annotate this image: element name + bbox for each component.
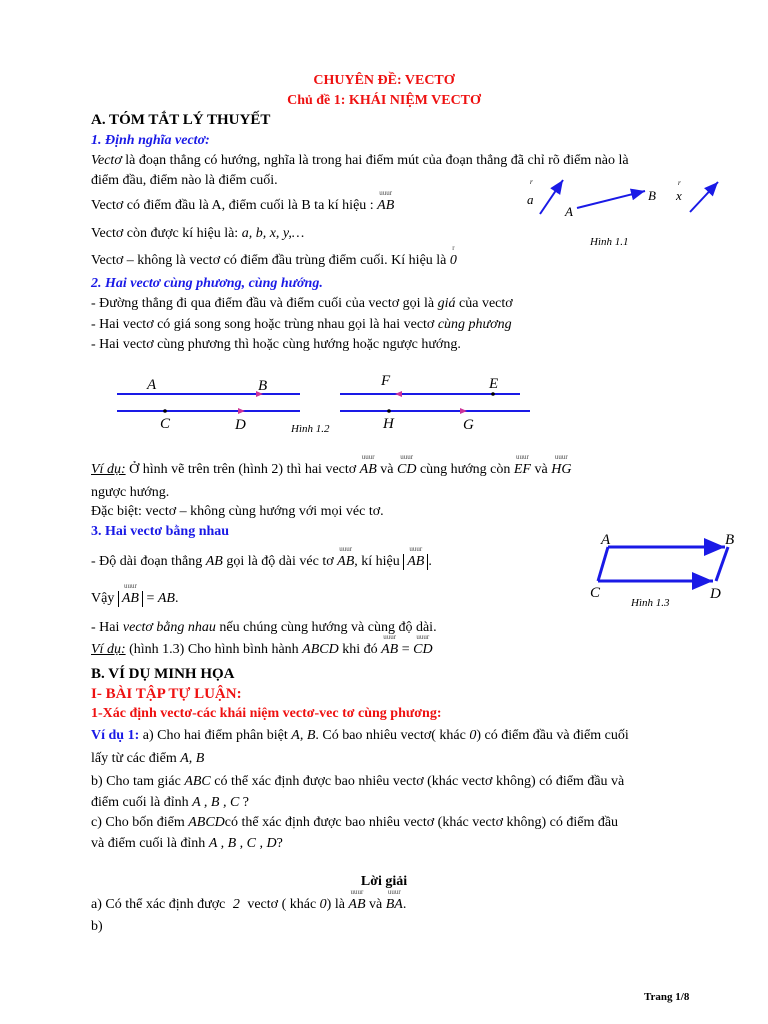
definition-text-1: Vectơ là đoạn thẳng có hướng, nghĩa là trong hai điểm mút của đoạn thẳng đã chỉ rõ điểm nào là: [91, 153, 629, 168]
zero-vector: r 0: [449, 244, 457, 268]
example-1b-line: b) Cho tam giác ABC có thể xác định được bao nhiêu vectơ (khác vectơ không) có điểm đầu và: [91, 774, 625, 789]
vector-ab: uuur AB: [377, 189, 395, 213]
page-number: Trang 1/8: [644, 991, 690, 1003]
figure-1-3: [585, 528, 745, 612]
example-1a-line-2: lấy từ các điểm A, B: [91, 751, 205, 766]
edge-bd: [716, 547, 728, 581]
label-a: a: [527, 192, 534, 207]
label-E-fig2: E: [489, 376, 499, 392]
example-1c-line: c) Cho bốn điểm ABCDcó thể xác định được bao nhiêu vectơ (khác vectơ không) có điểm đầu: [91, 815, 619, 830]
label-B: B: [648, 188, 656, 203]
vector-a-line: [540, 180, 563, 214]
definition-heading: 1. Định nghĩa vectơ:: [91, 133, 210, 148]
label-G-fig2: G: [463, 417, 474, 433]
example-1b-line-2: điểm cuối là đỉnh A , B , C ?: [91, 795, 250, 810]
solution-title: Lời giải: [360, 874, 408, 889]
edge-ac: [598, 547, 608, 581]
notation-ab-line: Vectơ có điểm đầu là A, điểm cuối là B ta kí hiệu : uuur AB: [91, 189, 395, 213]
label-x: x: [676, 188, 682, 203]
document-title: CHUYÊN ĐỀ: VECTƠ: [313, 73, 455, 88]
solution-a-line: a) Có thể xác định được 2 vectơ ( khác 0) là uuur AB và uuur BA.: [91, 888, 407, 912]
label-D-fig2: D: [235, 417, 246, 433]
gia-line: - Đường thẳng đi qua điểm đầu và điểm cuối của vectơ gọi là giá của vectơ: [91, 296, 513, 311]
figure-1-2-caption: Hình 1.2: [291, 423, 330, 435]
zero-vector-line: Vectơ – không là vectơ có điểm đầu trùng điểm cuối. Kí hiệu là r 0: [91, 244, 457, 268]
vay-line: Vậy uuur AB = AB.: [91, 582, 179, 606]
label-C-fig2: C: [160, 416, 171, 432]
vector-x-arrow-mark: r: [678, 179, 681, 187]
definition-text-2: điểm đầu, điểm nào là điểm cuối.: [91, 173, 278, 188]
cung-phuong-line: - Hai vectơ có giá song song hoặc trùng nhau gọi là hai vectơ cùng phương: [91, 317, 512, 332]
collinear-heading: 2. Hai vectơ cùng phương, cùng hướng.: [91, 276, 323, 291]
label-A-fig3: A: [601, 532, 611, 548]
figure-1-2: [105, 370, 535, 435]
length-line: - Độ dài đoạn thẳng AB gọi là độ dài véc tơ uuur AB, kí hiệu uuur AB .: [91, 545, 432, 569]
figure-1-3-caption: Hình 1.3: [631, 597, 670, 609]
vector-x-line: [690, 182, 718, 212]
example-line-2: ngược hướng.: [91, 485, 170, 500]
equal-vectors-heading: 3. Hai vectơ bằng nhau: [91, 524, 230, 539]
vector-ab-line: [577, 191, 645, 208]
special-line: Đặc biệt: vectơ – không cùng hướng với mọi véc tơ.: [91, 504, 384, 519]
vector-a-arrow-mark: r: [530, 178, 533, 186]
label-C-fig3: C: [590, 585, 601, 601]
label-A-fig2: A: [147, 377, 157, 393]
label-F-fig2: F: [381, 373, 391, 389]
section-b-heading: B. VÍ DỤ MINH HỌA: [91, 666, 235, 682]
label-A: A: [565, 204, 573, 219]
document-subtitle: Chủ đề 1: KHÁI NIỆM VECTƠ: [287, 93, 481, 108]
example-1a-line: Ví dụ 1: a) Cho hai điểm phân biệt A, B. Có bao nhiêu vectơ( khác 0) có điểm đầu và điểm cuối: [91, 728, 629, 743]
section-a-heading: A. TÓM TẮT LÝ THUYẾT: [91, 112, 271, 128]
figure-1-1: [515, 172, 730, 252]
cung-huong-line: - Hai vectơ cùng phương thì hoặc cùng hướng hoặc ngược hướng.: [91, 337, 461, 352]
label-B-fig2: B: [258, 378, 268, 394]
example-line: Ví dụ: Ở hình vẽ trên trên (hình 2) thì hai vectơ uuur AB và uuur CD cùng hướng còn uuur EF và uuur HG: [91, 453, 572, 477]
vector-letters: a, b, x, y,…: [241, 226, 305, 241]
example-2-line: Ví dụ: (hình 1.3) Cho hình bình hành ABCD khi đó uuur AB = uuur CD: [91, 633, 433, 657]
topic-heading: 1-Xác định vectơ-các khái niệm vectơ-vec tơ cùng phương:: [91, 706, 442, 721]
label-D-fig3: D: [710, 586, 721, 602]
exercise-heading: I- BÀI TẬP TỰ LUẬN:: [91, 686, 242, 702]
figure-1-1-caption: Hình 1.1: [590, 236, 629, 248]
notation-other-line: Vectơ còn được kí hiệu là: a, b, x, y,…: [91, 226, 305, 241]
example-1c-line-2: và điểm cuối là đỉnh A , B , C , D?: [91, 836, 283, 851]
solution-b-line: b): [91, 919, 103, 934]
label-B-fig3: B: [725, 532, 735, 548]
label-H-fig2: H: [383, 416, 394, 432]
equal-definition-line: - Hai vectơ bằng nhau nếu chúng cùng hướng và cùng độ dài.: [91, 620, 437, 635]
